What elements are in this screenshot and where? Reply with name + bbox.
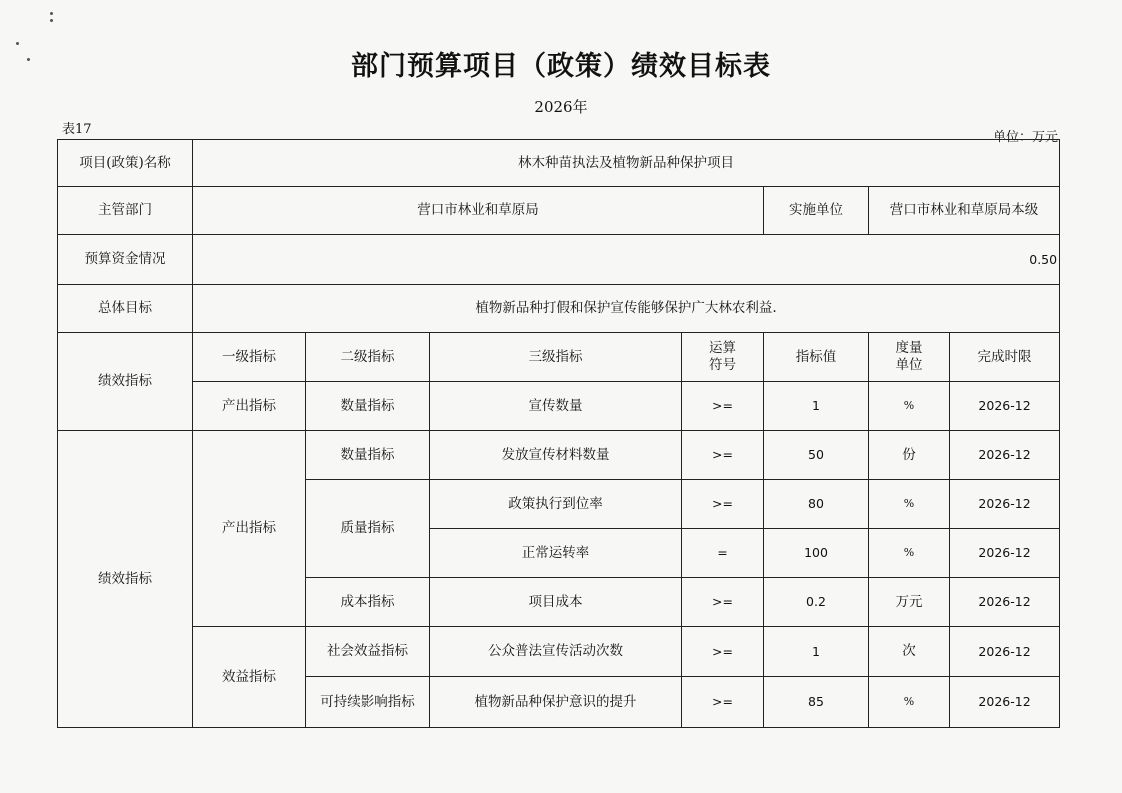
measure-unit: 万元 [869,578,950,627]
level2-indicator: 数量指标 [306,382,430,431]
header-target-value: 指标值 [764,333,869,382]
target-value: 0.2 [764,578,869,627]
level1-indicator: 效益指标 [193,627,306,728]
performance-indicator-label: 绩效指标 [58,333,193,431]
level2-indicator: 质量指标 [306,480,430,578]
table-row [58,627,1060,677]
operator-symbol: >= [682,677,764,728]
header-row [58,333,1060,382]
target-value: 85 [764,677,869,728]
measure-unit: % [869,677,950,728]
currency-unit: 单位：万元 [992,130,1058,145]
target-value: 1 [764,627,869,677]
budget-row [58,235,1060,285]
header-deadline: 完成时限 [950,333,1060,382]
document-title: 部门预算项目（政策）绩效目标表 [351,51,771,82]
scan-speck [50,19,53,22]
overall-goal-row [58,285,1060,333]
deadline-value: 2026-12 [950,627,1060,677]
deadline-value: 2026-12 [950,431,1060,480]
scan-speck [50,12,53,15]
project-name-label: 项目(政策)名称 [58,140,193,187]
deadline-value: 2026-12 [950,382,1060,431]
level3-indicator: 公众普法宣传活动次数 [430,627,682,677]
level3-indicator: 政策执行到位率 [430,480,682,529]
performance-target-table [57,139,1060,728]
budget-label: 预算资金情况 [58,235,193,285]
performance-indicator-label: 绩效指标 [58,431,193,728]
header-measure-unit: 度量 单位 [869,333,950,382]
deadline-value: 2026-12 [950,480,1060,529]
level2-indicator: 可持续影响指标 [306,677,430,728]
target-value: 100 [764,529,869,578]
measure-unit: 次 [869,627,950,677]
level2-indicator: 数量指标 [306,431,430,480]
header-level2: 二级指标 [306,333,430,382]
level3-indicator: 项目成本 [430,578,682,627]
level2-indicator: 社会效益指标 [306,627,430,677]
deadline-value: 2026-12 [950,578,1060,627]
measure-unit: % [869,382,950,431]
level3-indicator: 正常运转率 [430,529,682,578]
target-value: 1 [764,382,869,431]
target-value: 50 [764,431,869,480]
table-row [58,431,1060,480]
measure-unit: % [869,480,950,529]
operator-symbol: >= [682,480,764,529]
table-number: 表17 [62,122,92,137]
project-name-row [58,140,1060,187]
level3-indicator: 植物新品种保护意识的提升 [430,677,682,728]
budget-value: 0.50 [193,235,1060,285]
overall-goal-value: 植物新品种打假和保护宣传能够保护广大林农利益. [193,285,1060,333]
document-year: 2026年 [534,98,588,116]
target-value: 80 [764,480,869,529]
table-row [58,382,1060,431]
level1-indicator: 产出指标 [193,431,306,627]
level3-indicator: 发放宣传材料数量 [430,431,682,480]
operator-symbol: >= [682,382,764,431]
operator-symbol: >= [682,431,764,480]
operator-symbol: = [682,529,764,578]
level3-indicator: 宣传数量 [430,382,682,431]
measure-unit: % [869,529,950,578]
deadline-value: 2026-12 [950,529,1060,578]
header-level3: 三级指标 [430,333,682,382]
implementing-unit-label: 实施单位 [764,187,869,235]
deadline-value: 2026-12 [950,677,1060,728]
level1-indicator: 产出指标 [193,382,306,431]
department-value: 营口市林业和草原局 [193,187,764,235]
level2-indicator: 成本指标 [306,578,430,627]
department-row [58,187,1060,235]
project-name-value: 林木种苗执法及植物新品种保护项目 [193,140,1060,187]
operator-symbol: >= [682,627,764,677]
overall-goal-label: 总体目标 [58,285,193,333]
header-level1: 一级指标 [193,333,306,382]
measure-unit: 份 [869,431,950,480]
header-operator: 运算 符号 [682,333,764,382]
department-label: 主管部门 [58,187,193,235]
implementing-unit-value: 营口市林业和草原局本级 [869,187,1060,235]
operator-symbol: >= [682,578,764,627]
